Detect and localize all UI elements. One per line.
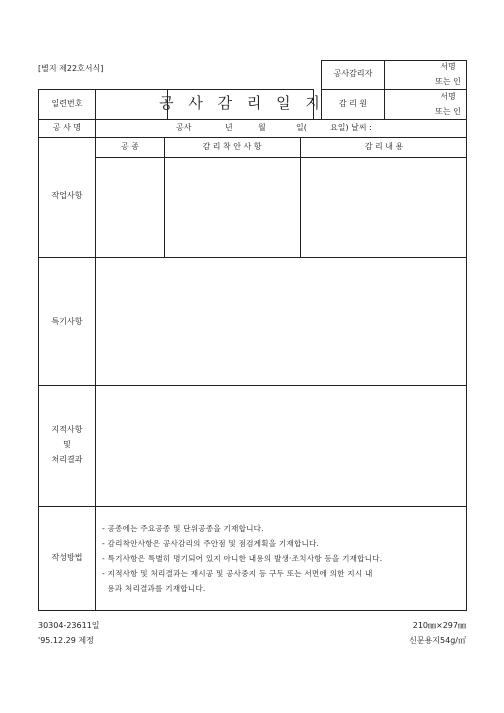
date-part-month: 월 — [258, 123, 266, 132]
date-part-day: 일( — [296, 123, 307, 132]
instruction-line-1: - 공종에는 주요공종 및 단위공종을 기재합니다. — [102, 524, 264, 533]
column-inspection-details: 감 리 내 용 — [364, 142, 404, 151]
label-column-divider — [95, 119, 96, 611]
special-section-divider — [38, 385, 467, 386]
inspector-sign: 서명 — [440, 92, 456, 101]
serial-value-cell[interactable] — [95, 89, 168, 120]
work-header-divider — [95, 157, 467, 158]
date-part-construction: 공사 — [176, 123, 192, 132]
form-code: 30304-23611일 — [38, 621, 100, 630]
supervisor-sign-alt: 또는 인 — [435, 77, 461, 86]
serial-label: 일련번호 — [51, 99, 83, 108]
paper-type: 신문용지54g/㎡ — [409, 636, 466, 645]
instructions-label: 작성방법 — [51, 553, 83, 562]
remarks-section-divider — [38, 506, 467, 507]
instruction-line-4: - 지적사항 및 처리결과는 재시공 및 공사중지 등 구두 또는 서면에 의한 지시 내 — [102, 569, 373, 578]
supervisor-label: 공사감리자 — [333, 69, 373, 78]
inspector-sign-alt: 또는 인 — [435, 107, 461, 116]
project-row-divider — [38, 137, 467, 138]
inspector-label: 감 리 원 — [338, 99, 368, 108]
work-col-divider-2 — [300, 137, 301, 258]
project-name-label: 공 사 명 — [52, 123, 82, 132]
date-part-year: 년 — [225, 123, 233, 132]
remarks-label-line1: 지적사항 — [51, 425, 83, 434]
approval-column-divider — [384, 60, 385, 120]
paper-size: 210㎜×297㎜ — [412, 621, 466, 630]
approval-divider — [321, 89, 467, 90]
instruction-line-5: 용과 처리결과를 기재합니다. — [102, 584, 206, 593]
work-col-divider-1 — [164, 137, 165, 258]
remarks-label-line2: 및 — [63, 440, 71, 449]
remarks-label-line3: 처리결과 — [51, 455, 83, 464]
column-work-type: 공 종 — [121, 142, 139, 151]
work-section-divider — [38, 257, 467, 258]
date-part-weather: 요일) 날씨 : — [330, 123, 372, 132]
enactment-date: '95.12.29 제정 — [38, 636, 94, 645]
supervisor-sign: 서명 — [440, 62, 456, 71]
special-notes-label: 특기사항 — [51, 317, 83, 326]
instruction-line-2: - 감리착안사항은 공사감리의 주안점 및 점검계획을 기재합니다. — [102, 539, 320, 548]
form-number: [별지 제22호서식] — [38, 64, 104, 73]
form-title: 공 사 감 리 일 지 — [159, 94, 325, 112]
work-items-label: 작업사항 — [51, 191, 83, 200]
column-focus-points: 감 리 착 안 사 항 — [202, 142, 262, 151]
instruction-line-3: - 특기사항은 특별히 명기되어 있지 아니한 내용의 발생·조치사항 등을 기재합니다. — [102, 554, 383, 563]
main-form — [38, 119, 467, 611]
